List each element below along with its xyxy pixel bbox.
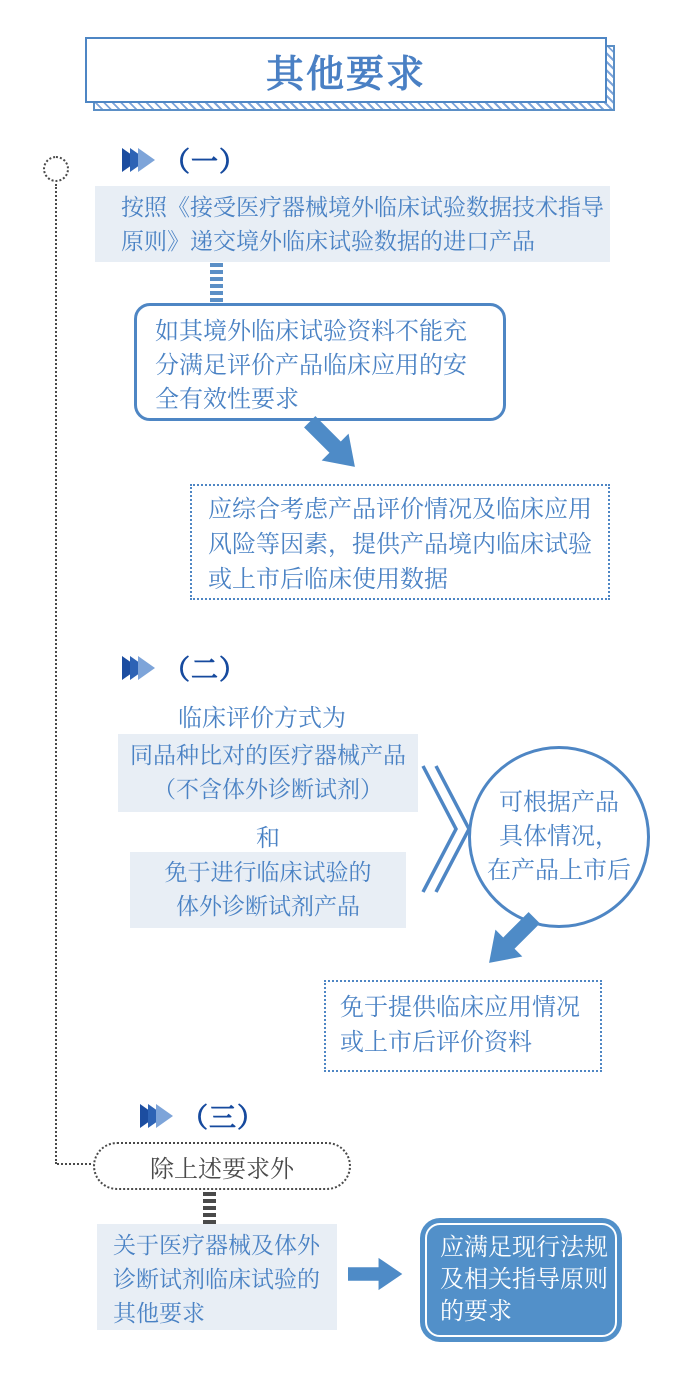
section-1-heading bbox=[122, 140, 247, 179]
subject-line: 诊断试剂临床试验的 bbox=[113, 1266, 320, 1292]
section-3-label: （三） bbox=[181, 1103, 265, 1133]
section-2-circle-note bbox=[468, 746, 650, 928]
double-chevron-icon bbox=[122, 148, 155, 172]
section-3-scope-pill bbox=[93, 1142, 351, 1190]
section-2-heading bbox=[122, 648, 247, 687]
section-3-subject-box bbox=[97, 1224, 337, 1330]
condition-line: 分满足评价产品临床应用的安 bbox=[155, 352, 467, 379]
result-line: 的要求 bbox=[440, 1298, 512, 1325]
result-line: 或上市后临床使用数据 bbox=[208, 566, 448, 593]
dashed-connector-icon bbox=[203, 1192, 216, 1224]
subject-line: 关于医疗器械及体外 bbox=[113, 1232, 320, 1258]
option-line: （不含体外诊断试剂） bbox=[153, 776, 383, 802]
circle-line: 在产品上市后 bbox=[487, 857, 631, 884]
intro-line: 原则》递交境外临床试验数据的进口产品 bbox=[121, 228, 535, 254]
option-line: 同品种比对的医疗器械产品 bbox=[130, 742, 406, 768]
condition-line: 全有效性要求 bbox=[155, 386, 299, 413]
section-2-label: （二） bbox=[163, 655, 247, 685]
double-angle-right-icon bbox=[420, 762, 470, 896]
option-line: 免于进行临床试验的 bbox=[164, 859, 372, 885]
result-line: 风险等因素，提供产品境内临床试验 bbox=[208, 531, 592, 558]
section-3-heading bbox=[140, 1096, 265, 1135]
circle-line: 具体情况， bbox=[499, 823, 619, 850]
title-banner bbox=[85, 37, 607, 103]
section-2-lead-text: 临床评价方式为 bbox=[178, 705, 346, 732]
section-2-option-box-1 bbox=[118, 734, 418, 812]
section-1-result-box bbox=[190, 484, 610, 600]
arrow-right-icon bbox=[348, 1256, 404, 1292]
section-2-result-box bbox=[324, 980, 602, 1072]
dashed-connector-icon bbox=[210, 263, 223, 305]
condition-line: 如其境外临床试验资料不能充 bbox=[155, 318, 467, 345]
section-1-intro-box bbox=[95, 186, 610, 262]
circle-line: 可根据产品 bbox=[499, 789, 619, 816]
section-1-label: （一） bbox=[163, 147, 247, 177]
intro-line: 按照《接受医疗器械境外临床试验数据技术指导 bbox=[121, 194, 604, 220]
dotted-circle-marker bbox=[43, 156, 69, 182]
option-line: 体外诊断试剂产品 bbox=[176, 893, 360, 919]
result-line: 免于提供临床应用情况 bbox=[340, 994, 580, 1021]
section-2-option-box-2 bbox=[130, 852, 406, 928]
result-line: 或上市后评价资料 bbox=[340, 1029, 532, 1056]
dotted-horizontal-line bbox=[57, 1163, 95, 1165]
page-title: 其他要求 bbox=[265, 53, 426, 96]
section-1-condition-box bbox=[134, 303, 506, 421]
result-line: 应满足现行法规 bbox=[440, 1234, 608, 1261]
double-chevron-icon bbox=[122, 656, 155, 680]
subject-line: 其他要求 bbox=[113, 1300, 205, 1326]
result-line: 及相关指导原则 bbox=[440, 1266, 608, 1293]
result-line: 应综合考虑产品评价情况及临床应用 bbox=[208, 496, 592, 523]
scope-pill-text: 除上述要求外 bbox=[150, 1155, 294, 1183]
double-chevron-icon bbox=[140, 1104, 173, 1128]
and-connector-text: 和 bbox=[256, 825, 280, 852]
dotted-vertical-line bbox=[55, 184, 57, 1164]
section-3-result-box bbox=[420, 1218, 622, 1342]
